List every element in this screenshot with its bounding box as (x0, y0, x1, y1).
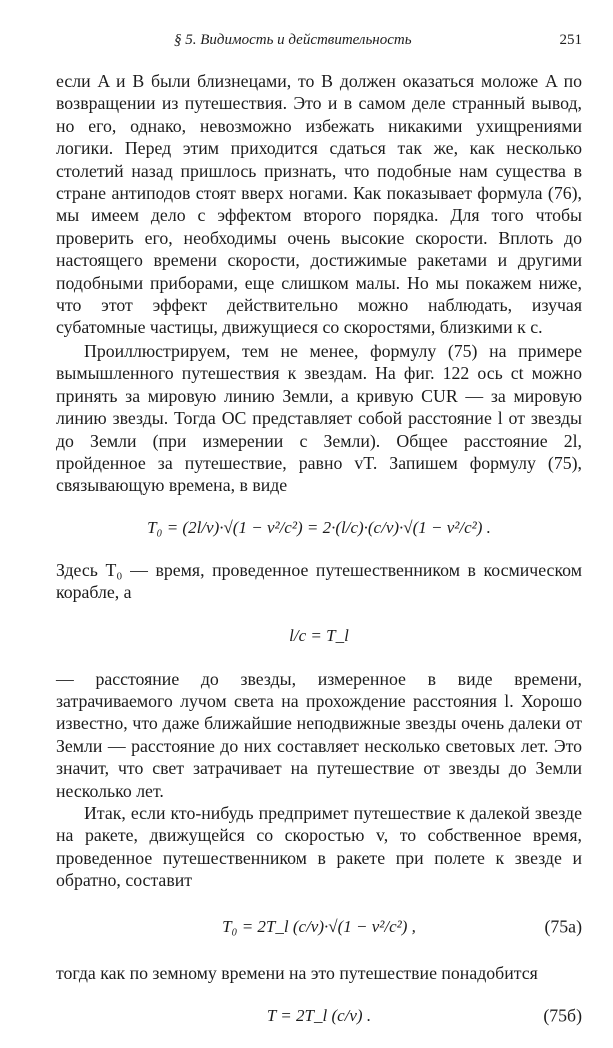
formula-3 (56, 898, 582, 956)
formula-2 (56, 610, 582, 662)
paragraph-3: Здесь T₀ — время, проведенное путешественником в космическом корабле, а (56, 559, 582, 603)
paragraph-2: Проиллюстрируем, тем не менее, формулу (75) на примере вымышленного путешествия к звездам. На фиг. 122 ось ct можно принять за мировую линию Земли, а кривую CUR — за мировую линию звезды. Тогда OC представляет собой расстояние l от звезды до Земли (при измерении с Земли). Общее расстояние 2l, пройденное за путешествие, равно vT. Запишем формулу (75), связывающую времена, в виде (56, 340, 582, 496)
equation-number-75b: (75б) (543, 1005, 582, 1026)
page-number: 251 (559, 32, 582, 48)
formula-1 (56, 503, 582, 553)
book-page (56, 28, 582, 1048)
paragraph-6: тогда как по земному времени на это путешествие понадобится (56, 962, 538, 983)
running-header (56, 28, 582, 50)
paragraph-4: — расстояние до звезды, измеренное в виде времени, затрачиваемого лучом света на прохождение расстояния l. Хорошо известно, что даже ближайшие неподвижные звезды очень далеки от Земли — расстояние до них составляет несколько световых лет. Это значит, что свет затрачивает на путешествие от звезды до Земли несколько лет. (56, 668, 582, 801)
paragraph-5: Итак, если кто-нибудь предпримет путешествие к далекой звезде на ракете, движущейся со скоростью v, то собственное время, проведенное путешественником в ракете при полете к звезде и обратно, составит (56, 802, 582, 891)
paragraph-1: если A и B были близнецами, то B должен оказаться моложе A по возвращении из путешествия. Это и в самом деле странный вывод, но его, однако, невозможно избежать никакими ухищрениями логики. Перед этим приходится сдаться так же, как несколько столетий назад пришлось признать, что подобные нам существа в стране антиподов стоят вверх ногами. Как показывает формула (76), мы имеем дело с эффектом второго порядка. Для того чтобы проверить его, необходимы очень высокие скорости. Вплоть до настоящего времени скорости, достижимые ракетами и другими подобными приборами, еще слишком малы. Но мы покажем ниже, что этот эффект действительно можно наблюдать, изучая субатомные частицы, движущиеся со скоростями, близкими к c. (56, 71, 582, 338)
section-title: § 5. Видимость и действительность (174, 32, 412, 48)
equation-number-75a: (75a) (544, 916, 582, 937)
formula-1-text: T₀ = (2l/v)·√(1 − v²/c²) = 2·(l/c)·(c/v)·√(1 − v²/c²) . (147, 517, 491, 537)
formula-2-text: l/c = T_l (289, 625, 349, 645)
formula-3-text: T₀ = 2T_l (c/v)·√(1 − v²/c²) , (222, 916, 416, 936)
formula-4 (56, 990, 582, 1042)
formula-4-text: T = 2T_l (c/v) . (266, 1006, 372, 1025)
